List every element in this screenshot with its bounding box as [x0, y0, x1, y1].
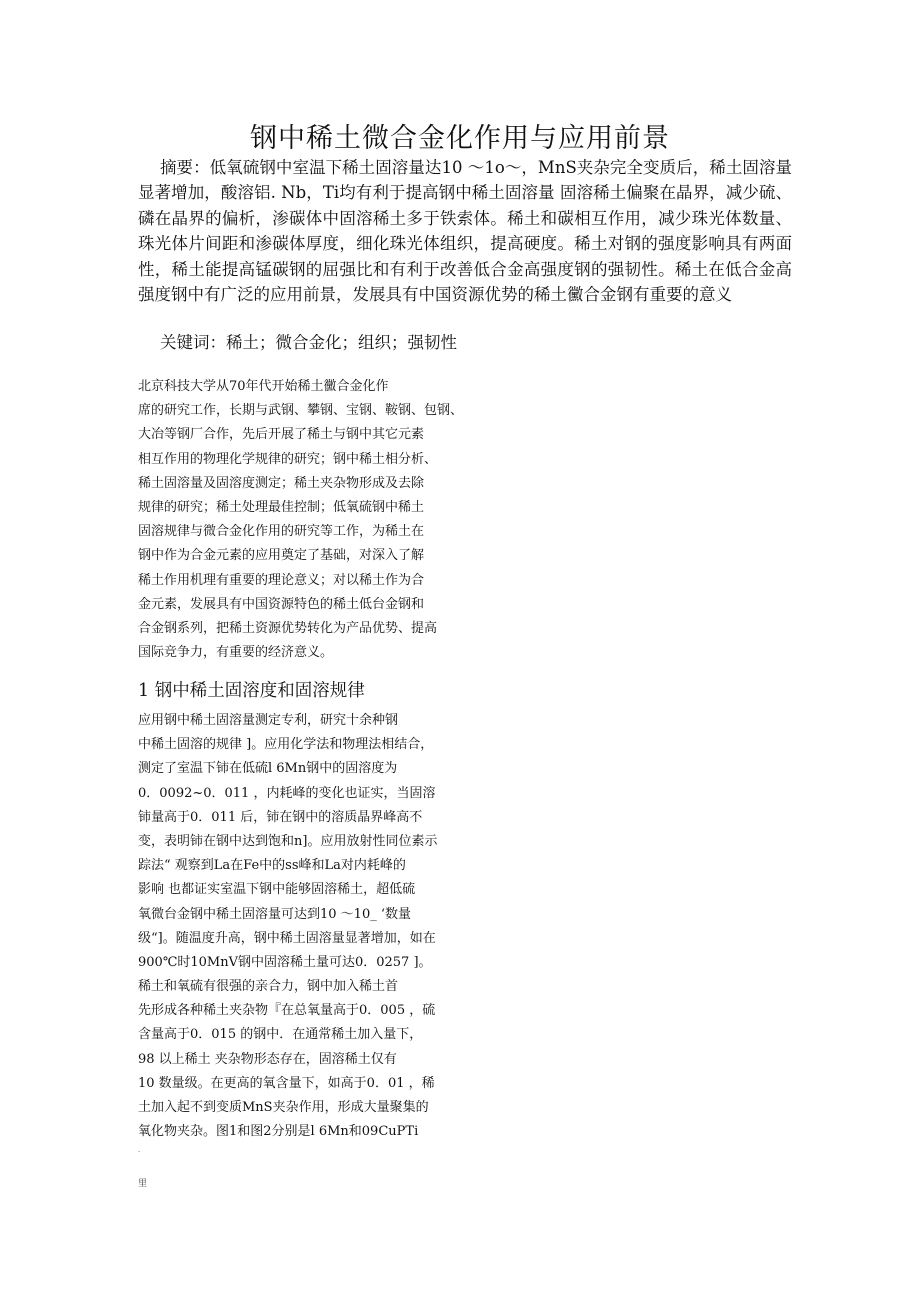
text-line: 0．0092~0．011 ，内耗峰的变化也证实，当固溶	[138, 785, 436, 801]
footer-dot: ·	[138, 1148, 141, 1156]
text-line: 相互作用的物理化学规律的研究；钢中稀土相分析、	[138, 451, 438, 467]
text-line: 含量高于0．015 的钢中．在通常稀土加入量下，	[138, 1027, 423, 1043]
text-line: 稀土固溶量及固溶度测定；稀土夹杂物形成及去除	[138, 475, 425, 491]
abstract-paragraph: 摘要：低氧硫钢中室温下稀土固溶量达10 ～1o～，MnS夹杂完全变质后，稀土固溶量显著增加，酸溶铝. Nb，Ti均有利于提高钢中稀土固溶量 固溶稀土偏聚在晶界，减少硫、磷在晶界的偏析，渗碳体中固溶稀土多于铁索体。稀土和碳相互作用，减少珠光体数量、珠光体片间距和渗碳体厚度，细化珠光体组织，提高硬度。稀土对钢的强度影响具有两面性，稀土能提高锰碳钢的屈强比和有利于改善低合金高强度钢的强韧性。稀土在低合金高强度钢中有广泛的应用前景，发展具有中国资源优势的稀土黴合金钢有重要的意义	[138, 158, 792, 305]
text-line: 先形成各种稀土夹杂物『在总氧量高于0．005 ，硫	[138, 1003, 436, 1019]
text-line: 变，表明铈在钢中达到饱和n]。应用放射性同位素示	[138, 833, 438, 849]
text-line: 级“]。随温度升高，钢中稀土固溶量显著增加，如在	[138, 930, 436, 946]
text-line: 规律的研究；稀土处理最佳控制；低氧硫钢中稀土	[138, 499, 425, 515]
text-line: 氧微台金钢中稀土固溶量可达到10 ～10_ ‘数量	[138, 906, 411, 922]
document-title: 钢中稀土微合金化作用与应用前景	[250, 123, 670, 154]
text-line: 大冶等钢厂合作，先后开展了稀土与钢中其它元素	[138, 427, 425, 443]
text-line: 席的研究工作，长期与武钢、攀钢、宝钢、鞍钢、包钢、	[138, 403, 464, 419]
text-line: 98 以上稀土 夹杂物形态存在，固溶稀土仅有	[138, 1051, 397, 1067]
text-line: 影响 也都证实室温下钢中能够固溶稀土，超低硫	[138, 882, 416, 898]
text-line: 900℃时10MnV钢中固溶稀土量可达0．0257 ]。	[138, 954, 432, 970]
text-line: 应用钢中稀土固溶量测定专利，研究十余种钢	[138, 713, 399, 728]
text-line: 合金钢系列，把稀土资源优势转化为产品优势、提高	[138, 620, 438, 636]
text-line: 钢中作为合金元素的应用奠定了基础，对深入了解	[138, 548, 425, 564]
keywords-line: 关键词：稀土；微合金化；组织；强韧性	[160, 333, 457, 352]
text-line: 土加入起不到变质MnS夹杂作用，形成大量聚集的	[138, 1100, 429, 1115]
text-line: 测定了室温下铈在低硫l 6Mn钢中的固溶度为	[138, 761, 398, 777]
text-line: 稀土和氧硫有很强的亲合力，钢中加入稀土首	[138, 979, 399, 995]
text-line: 10 数量级。在更高的氧含量下，如高于0．01 ，稀	[138, 1075, 435, 1091]
intro-paragraph	[138, 375, 463, 665]
text-line: 稀土作用机理有重要的理论意义；对以稀土作为合	[138, 572, 425, 588]
footer-mark: 里	[138, 1179, 148, 1189]
text-line: 中稀土固溶的规律 ]。应用化学法和物理法相结合，	[138, 737, 434, 753]
section-1-paragraph	[138, 709, 437, 1144]
text-line: 北京科技大学从70年代开始稀土黴合金化作	[138, 379, 389, 394]
section-1-heading: 1 钢中稀土固溶度和固溶规律	[138, 681, 365, 701]
text-line: 固溶规律与微合金化作用的研究等工作，为稀土在	[138, 524, 425, 540]
text-line: 金元素，发展具有中国资源特色的稀土低台金钢和	[138, 596, 425, 612]
text-line: 国际竞争力，有重要的经济意义。	[138, 645, 334, 661]
text-line: 氧化物夹杂。图1和图2分别是l 6Mn和09CuPTi	[138, 1124, 419, 1140]
text-line: 铈量高于0．011 后，铈在钢中的溶质晶界峰高不	[138, 809, 423, 825]
text-line: 踪法“ 观察到La在Fe中的ss峰和La对内耗峰的	[138, 858, 406, 874]
